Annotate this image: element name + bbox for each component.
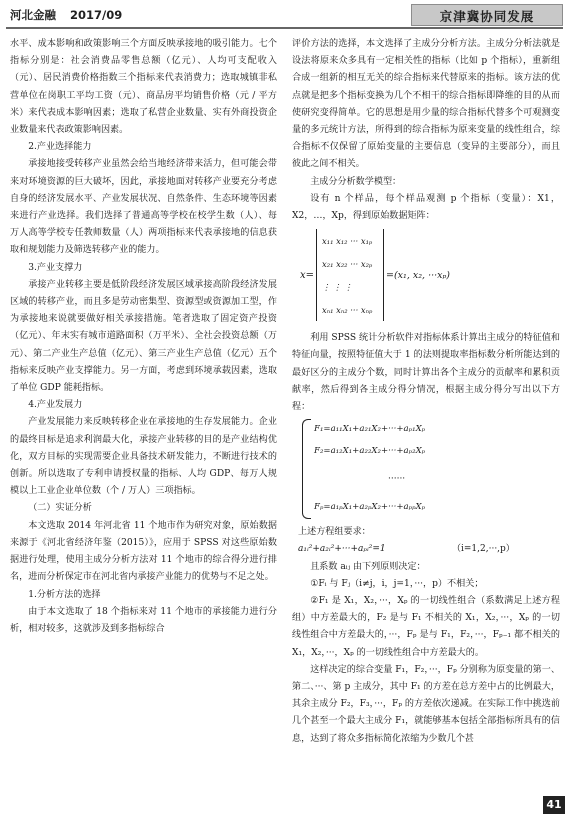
paragraph: 且系数 aᵢⱼ 由下列原则决定：: [310, 561, 426, 572]
section-heading: （二）实证分析: [28, 503, 92, 514]
matrix-rhs: =(x₁, x₂, ···xₚ): [386, 270, 450, 282]
paragraph: 本文选取 2014 年河北省 11 个地市作为研究对象，原始数据来源于《河北省经济年鉴（2015）》，应用于 SPSS 对这些原始数据进行处理，使用主成分分析方法对 11 个地市的综合得分进行排名，进而分析保定市在河北省内承接产业能力的优势与不足之处。: [10, 520, 277, 583]
equation-row: F₁=a₁₁X₁+a₂₁X₂+···+aₚ₁Xₚ: [314, 424, 426, 435]
right-column: [292, 36, 560, 748]
column-title: 京津冀协同发展: [439, 9, 535, 24]
matrix-body: [316, 229, 384, 321]
paragraph: 上述方程组要求：: [298, 527, 371, 538]
left-column: [10, 36, 277, 638]
formula-expression: a₁ᵢ²+a₂ᵢ²+···+aₚᵢ²=1: [298, 544, 386, 555]
data-matrix: [292, 227, 560, 327]
journal-title: 河北金融: [10, 8, 56, 22]
column-banner: [411, 4, 563, 26]
paragraph: 由于本文选取了 18 个指标来对 11 个地市的承接能力进行分析，相对较多，这就涉及到多指标综合: [10, 606, 277, 634]
section-heading: 4.产业发展力: [28, 400, 83, 411]
matrix-row: xₙ₁ xₙ₂ ··· xₙₚ: [322, 305, 373, 316]
paragraph: 水平、成本影响和政策影响三个方面反映承接地的吸引能力。七个指标分别是：社会消费品零售总额（亿元）、人均可支配收入（元）、居民消费价格指数三个指标来代表消费力；选取城镇非私营单位在岗职工平均工资（元）、商品房平均销售价格（元 / 平方米）来代表成本影响因素；选取了私营企业数量、实有外商投资企业数量来代表政策影响因素。: [10, 39, 277, 136]
paragraph: 承接产业转移主要是低阶段经济发展区域承接高阶段经济发展区域的转移产业，而且多是劳动密集型、资源型或资源加工型，作为承接地来说就要做好相关承接措施。笔者选取了固定资产投资（亿元）、年末实有城市道路面积（万平米）、全社会投资总额（万元）、第二产业生产总值（亿元）、第三产业生产总值（亿元）五个指标来反映产业支撑能力。另一方面，考虑到环境承载因素，选取了单位 GDP 能耗指标。: [10, 279, 277, 394]
paragraph: 承接地接受转移产业虽然会给当地经济带来活力，但可能会带来对环境资源的巨大破坏，因此，承接地面对转移产业要充分考虑自身的经济发展水平、产业发展状况、自然条件、生态环境等因素来进行产业选择。我们选择了普通高等学校在校学生数（人）、每万人高等学校专任教师数量（人）两项指标来代表承接地的信息获取和规划能力及筛选转移产业的能力。: [10, 159, 277, 256]
paragraph: 设有 n 个样品，每个样品观测 p 个指标（变量）：X1，X2，…，Xp，得到原始数据矩阵：: [292, 193, 560, 222]
page-number: 41: [543, 796, 565, 814]
header-rule: [6, 27, 563, 29]
section-heading: 2.产业选择能力: [28, 142, 92, 153]
matrix-row: ⋮ ⋮ ⋮: [322, 282, 353, 293]
equation-brace: [302, 419, 311, 519]
matrix-row: x₁₁ x₁₂ ··· x₁ₚ: [322, 236, 373, 247]
equation-ellipsis: ······: [388, 474, 406, 485]
equation-system: [292, 417, 560, 523]
rule-item: ①Fᵢ 与 Fⱼ（i≠j，i，j=1，···，p）不相关；: [310, 578, 484, 589]
paragraph: 利用 SPSS 统计分析软件对指标体系计算出主成分的特征值和特征向量，按照特征值大于 1 的法则提取率指标数分析所能达到的最好区分的主成分个数，同时计算出各个主成分的贡献率和累积贡献率，然后得到各主成分得分情况，根据主成分得分写出以下方程：: [292, 333, 560, 413]
rule-item: ②F₁ 是 X₁，X₂，···，Xₚ 的一切线性组合（系数满足上述方程组）中方差最大的，F₂ 是与 F₁ 不相关的 X₁，X₂，···，Xₚ 的一切线性组合中方差最大的，···，Fₚ 是与 F₁，F₂，···，Fₚ₋₁ 都不相关的 X₁，X₂，···，Xₚ 的一切线性组合中方差最大的。: [292, 596, 560, 658]
model-title: 主成分分析数学模型：: [310, 176, 402, 187]
issue-number: 2017/09: [70, 8, 123, 22]
matrix-row: x₂₁ x₂₂ ··· x₂ₚ: [322, 259, 373, 270]
matrix-lhs: x=: [300, 270, 315, 282]
paragraph: 这样决定的综合变量 F₁，F₂，···，Fₚ 分别称为原变量的第一、第二、···、第 p 主成分，其中 F₁ 的方差在总方差中占的比例最大，其余主成分 F₂，F₃，···，Fₚ 的方差依次递减。在实际工作中挑选前几个甚至一个最大主成分 F₁，就能够基本包括全部指标所具有的信息，达到了将众多指标简化浓缩为少数几个甚: [292, 664, 560, 744]
equation-row: F₂=a₁₂X₁+a₂₂X₂+···+aₚ₂Xₚ: [314, 446, 426, 457]
section-heading: 3.产业支撑力: [28, 262, 83, 273]
paragraph: 产业发展能力来反映转移企业在承接地的生存发展能力。企业的最终目标是追求利润最大化，承接产业转移的目的是产业结构优化，双方目标的实现需要企业具备技术研发能力，不断进行技术的创新。所以选取了专利申请授权量的指标、人均 GDP、每万人规模以上工业企业单位数（个 / 万人）三项指标。: [10, 417, 277, 497]
section-heading: 1.分析方法的选择: [28, 589, 101, 600]
formula-range: （i=1,2,···,p）: [452, 544, 515, 555]
journal-name: [10, 7, 122, 23]
coefficient-formula: [292, 541, 560, 558]
page-header: [0, 0, 569, 30]
paragraph: 评价方法的选择，本文选择了主成分分析方法。主成分分析法就是设法将原来众多具有一定相关性的指标（比如 p 个指标），重新组合成一组新的相互无关的综合指标来代替原来的指标。该方法的优点就是把多个指标变换为几个不相干的综合指标即降维的目的从而使研究变得简单。它的思想是用少量的综合指标代替多个可观测变量的多元统计方法，所得到的综合指标为原来变量的线性组合，综合指标不仅保留了原始变量的主要信息（变异的主要部分），而且彼此之间不相关。: [292, 39, 560, 170]
equation-row: Fₚ=a₁ₚX₁+a₂ₚX₂+···+aₚₚXₚ: [314, 502, 426, 513]
